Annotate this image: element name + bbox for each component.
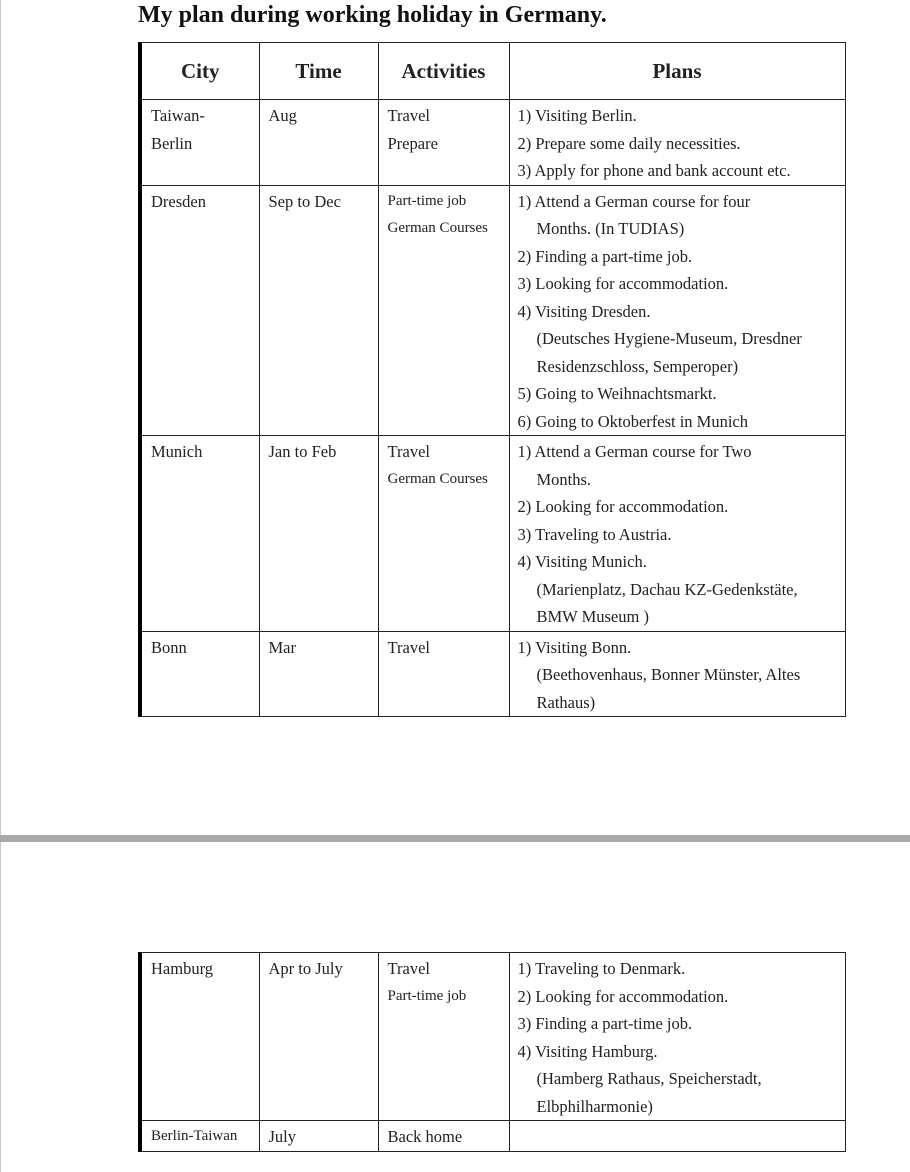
plan-table-page-2 — [138, 952, 846, 1152]
cell-line: Part-time job — [387, 987, 467, 1004]
plan-item: Residenzschloss, Semperoper) — [536, 356, 739, 376]
plan-item: 3) Looking for accommodation. — [517, 274, 729, 293]
header-plans: Plans — [509, 43, 845, 100]
cell-line: Part-time job — [387, 192, 467, 209]
table-row — [140, 436, 845, 632]
document-title: My plan during working holiday in Germany. — [138, 2, 607, 28]
table-row — [140, 100, 845, 186]
cell-line: German Courses — [387, 470, 488, 487]
cell-line: Dresden — [151, 191, 206, 211]
plan-item: 5) Going to Weihnachtsmarkt. — [517, 384, 717, 403]
cell-city — [140, 100, 259, 186]
plan-item: 1) Visiting Berlin. — [517, 106, 637, 125]
header-activities: Activities — [378, 43, 509, 100]
cell-plans — [509, 953, 845, 1121]
cell-line: Travel — [387, 637, 430, 657]
plan-item: 4) Visiting Dresden. — [517, 301, 651, 321]
cell-line: Berlin — [151, 133, 193, 153]
plan-item: 4) Visiting Hamburg. — [517, 1041, 658, 1061]
cell-line: Back home — [387, 1127, 463, 1146]
header-city: City — [140, 43, 259, 100]
plan-item: Elbphilharmonie) — [536, 1096, 653, 1116]
cell-city — [140, 1121, 259, 1152]
page-edge — [0, 0, 1, 1172]
cell-activities — [378, 436, 509, 632]
cell-time — [259, 1121, 378, 1152]
plan-item: 1) Traveling to Denmark. — [517, 959, 686, 978]
plan-table-body — [140, 100, 845, 717]
plan-item: 6) Going to Oktoberfest in Munich — [517, 411, 749, 431]
header-row — [140, 43, 845, 100]
cell-line: Apr to July — [268, 959, 343, 978]
table-row — [140, 1121, 845, 1152]
cell-line: Aug — [268, 106, 297, 125]
cell-time — [259, 631, 378, 717]
cell-activities — [378, 1121, 509, 1152]
cell-plans — [509, 631, 845, 717]
cell-city — [140, 631, 259, 717]
table-row — [140, 185, 845, 436]
cell-line: Sep to Dec — [268, 191, 341, 211]
cell-city — [140, 953, 259, 1121]
cell-plans — [509, 185, 845, 436]
plan-table-page-1 — [138, 42, 846, 717]
cell-activities — [378, 100, 509, 186]
plan-item: Months. — [536, 469, 592, 489]
cell-line: Hamburg — [151, 959, 214, 978]
table-row — [140, 953, 845, 1121]
page-break-bar — [0, 835, 910, 842]
cell-time — [259, 953, 378, 1121]
plan-item: 2) Finding a part-time job. — [517, 246, 693, 266]
plan-item: 4) Visiting Munich. — [517, 552, 647, 571]
plan-item: (Beethovenhaus, Bonner Münster, Altes — [536, 665, 801, 684]
plan-item: (Marienplatz, Dachau KZ-Gedenkstäte, — [536, 579, 798, 599]
table-row — [140, 631, 845, 717]
cell-city — [140, 436, 259, 632]
cell-time — [259, 436, 378, 632]
cell-activities — [378, 953, 509, 1121]
cell-line: Taiwan- — [151, 106, 205, 125]
plan-item: 3) Finding a part-time job. — [517, 1014, 693, 1033]
plan-item: (Deutsches Hygiene-Museum, Dresdner — [536, 329, 802, 348]
plan-item: 1) Visiting Bonn. — [517, 637, 632, 657]
cell-line: German Courses — [387, 220, 488, 236]
cell-plans — [509, 1121, 845, 1152]
plan-item: (Hamberg Rathaus, Speicherstadt, — [536, 1069, 762, 1088]
cell-line: Travel — [387, 106, 430, 125]
cell-plans — [509, 436, 845, 632]
plan-table-body — [140, 953, 845, 1152]
plan-item: BMW Museum ) — [536, 607, 649, 626]
plan-item: 1) Attend a German course for Two — [517, 442, 752, 461]
cell-city — [140, 185, 259, 436]
plan-item: 2) Looking for accommodation. — [517, 497, 729, 516]
plan-item: 2) Looking for accommodation. — [517, 986, 729, 1006]
cell-line: Munich — [151, 442, 203, 461]
plan-item: 1) Attend a German course for four — [517, 191, 751, 211]
cell-line: Prepare — [387, 133, 438, 153]
cell-line: Jan to Feb — [268, 442, 337, 461]
cell-line: July — [268, 1127, 297, 1146]
cell-activities — [378, 631, 509, 717]
cell-line: Berlin-Taiwan — [151, 1128, 238, 1144]
plan-item: Rathaus) — [536, 692, 596, 712]
cell-line: Bonn — [151, 637, 187, 657]
cell-line: Travel — [387, 442, 430, 461]
cell-activities — [378, 185, 509, 436]
header-time: Time — [259, 43, 378, 100]
cell-line: Travel — [387, 959, 430, 978]
plan-item: 3) Traveling to Austria. — [517, 524, 672, 544]
plan-item: Months. (In TUDIAS) — [536, 219, 685, 238]
cell-time — [259, 185, 378, 436]
cell-time — [259, 100, 378, 186]
cell-line: Mar — [268, 637, 296, 657]
plan-item: 2) Prepare some daily necessities. — [517, 133, 741, 153]
cell-plans — [509, 100, 845, 186]
plan-item: 3) Apply for phone and bank account etc. — [517, 161, 791, 180]
